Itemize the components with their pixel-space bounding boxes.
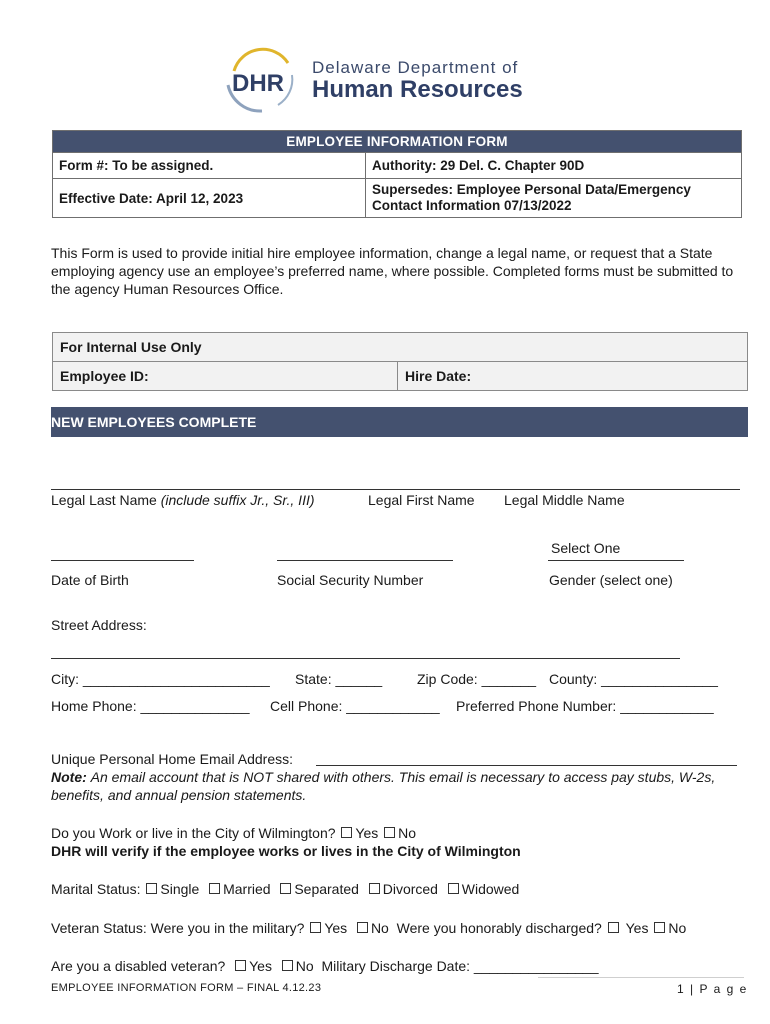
intro-paragraph: This Form is used to provide initial hire employee information, change a legal name, or request that a State employing agency use an employee’s preferred name, where possible. Completed forms must be submitted to the agency Human Resources Office. [51,245,734,297]
disabled-question: Are you a disabled veteran? [51,958,226,974]
legal-last-name-hint: (include suffix Jr., Sr., III) [160,492,315,508]
veteran-question: Veteran Status: Were you in the military? [51,920,305,936]
email-label: Unique Personal Home Email Address: [51,751,294,767]
city-field[interactable]: City: ________________________ [51,671,270,687]
street-address-input-line[interactable] [51,658,680,659]
military-yes-label: Yes [324,920,348,936]
widowed-label: Widowed [461,881,520,897]
discharge-date-field[interactable]: Military Discharge Date: ________________ [321,958,599,974]
military-no-label: No [370,920,389,936]
ssn-input-line[interactable] [277,560,453,561]
honorable-no-label: No [668,920,687,936]
section-header: NEW EMPLOYEES COMPLETE [51,407,748,437]
separated-checkbox[interactable] [280,883,291,894]
gender-select-line [548,560,684,561]
honorable-no-checkbox[interactable] [654,922,665,933]
wilmington-no-checkbox[interactable] [384,827,395,838]
disabled-veteran-row [51,958,599,974]
email-input-line[interactable] [316,765,737,766]
military-yes-checkbox[interactable] [310,922,321,933]
honorable-yes-label: Yes [625,920,649,936]
employee-id-field: Employee ID: [53,362,398,391]
dob-input-line[interactable] [51,560,194,561]
email-note [51,768,745,804]
internal-use-title: For Internal Use Only [53,333,748,362]
internal-use-table [52,332,748,391]
logo-line-1: Delaware Department of [312,58,519,77]
cell-phone-field[interactable]: Cell Phone: ____________ [270,698,440,714]
svg-text:DHR: DHR [232,70,284,97]
wilmington-yes-checkbox[interactable] [341,827,352,838]
married-label: Married [223,881,271,897]
dob-label: Date of Birth [51,572,129,588]
widowed-checkbox[interactable] [448,883,459,894]
separated-label: Separated [294,881,359,897]
county-field[interactable]: County: _______________ [549,671,718,687]
honorable-question: Were you honorably discharged? [396,920,602,936]
effective-date: Effective Date: April 12, 2023 [53,179,366,218]
disabled-yes-checkbox[interactable] [235,960,246,971]
note-text: An email account that is NOT shared with others. This email is necessary to access pay stubs, W-2s, benefits, and annual pension statements. [51,769,716,803]
legal-first-name-label: Legal First Name [368,492,475,508]
disabled-no-checkbox[interactable] [282,960,293,971]
honorable-yes-checkbox[interactable] [608,922,619,933]
home-phone-field[interactable]: Home Phone: ______________ [51,698,250,714]
ssn-label: Social Security Number [277,572,424,588]
authority: Authority: 29 Del. C. Chapter 90D [366,153,742,179]
footer-form-name: EMPLOYEE INFORMATION FORM – FINAL 4.12.23 [51,982,322,994]
footer-rule [538,977,744,978]
legal-middle-name-label: Legal Middle Name [504,492,625,508]
disabled-no-label: No [295,958,314,974]
married-checkbox[interactable] [209,883,220,894]
dhr-logo-mark-icon [222,45,302,115]
supersedes: Supersedes: Employee Personal Data/Emergency Contact Information 07/13/2022 [366,179,742,218]
wilmington-yes-label: Yes [355,825,379,841]
street-address-label: Street Address: [51,617,147,633]
single-label: Single [160,881,200,897]
disabled-yes-label: Yes [249,958,272,974]
zip-code-field[interactable]: Zip Code: _______ [417,671,537,687]
legal-last-name-label [51,492,315,508]
marital-status-label: Marital Status: [51,881,141,897]
form-header-table [52,130,742,218]
preferred-phone-field[interactable]: Preferred Phone Number: ____________ [456,698,714,714]
logo-line-2: Human Resources [312,76,523,103]
legal-name-input-line[interactable] [51,489,740,490]
state-field[interactable]: State: ______ [295,671,383,687]
legal-last-name-text: Legal Last Name [51,492,157,508]
form-title: EMPLOYEE INFORMATION FORM [53,131,742,153]
divorced-label: Divorced [382,881,438,897]
veteran-status-row [51,920,686,936]
marital-status-row [51,881,519,897]
page-number: 1 | P a g e [677,982,748,996]
note-label: Note: [51,769,87,785]
wilmington-note: DHR will verify if the employee works or lives in the City of Wilmington [51,843,521,859]
form-number: Form #: To be assigned. [53,153,366,179]
gender-select[interactable]: Select One [551,540,621,556]
military-no-checkbox[interactable] [357,922,368,933]
single-checkbox[interactable] [146,883,157,894]
wilmington-question-text: Do you Work or live in the City of Wilmington? [51,825,336,841]
gender-label: Gender (select one) [549,572,673,588]
wilmington-no-label: No [398,825,417,841]
divorced-checkbox[interactable] [369,883,380,894]
wilmington-question [51,825,416,841]
hire-date-field: Hire Date: [398,362,748,391]
